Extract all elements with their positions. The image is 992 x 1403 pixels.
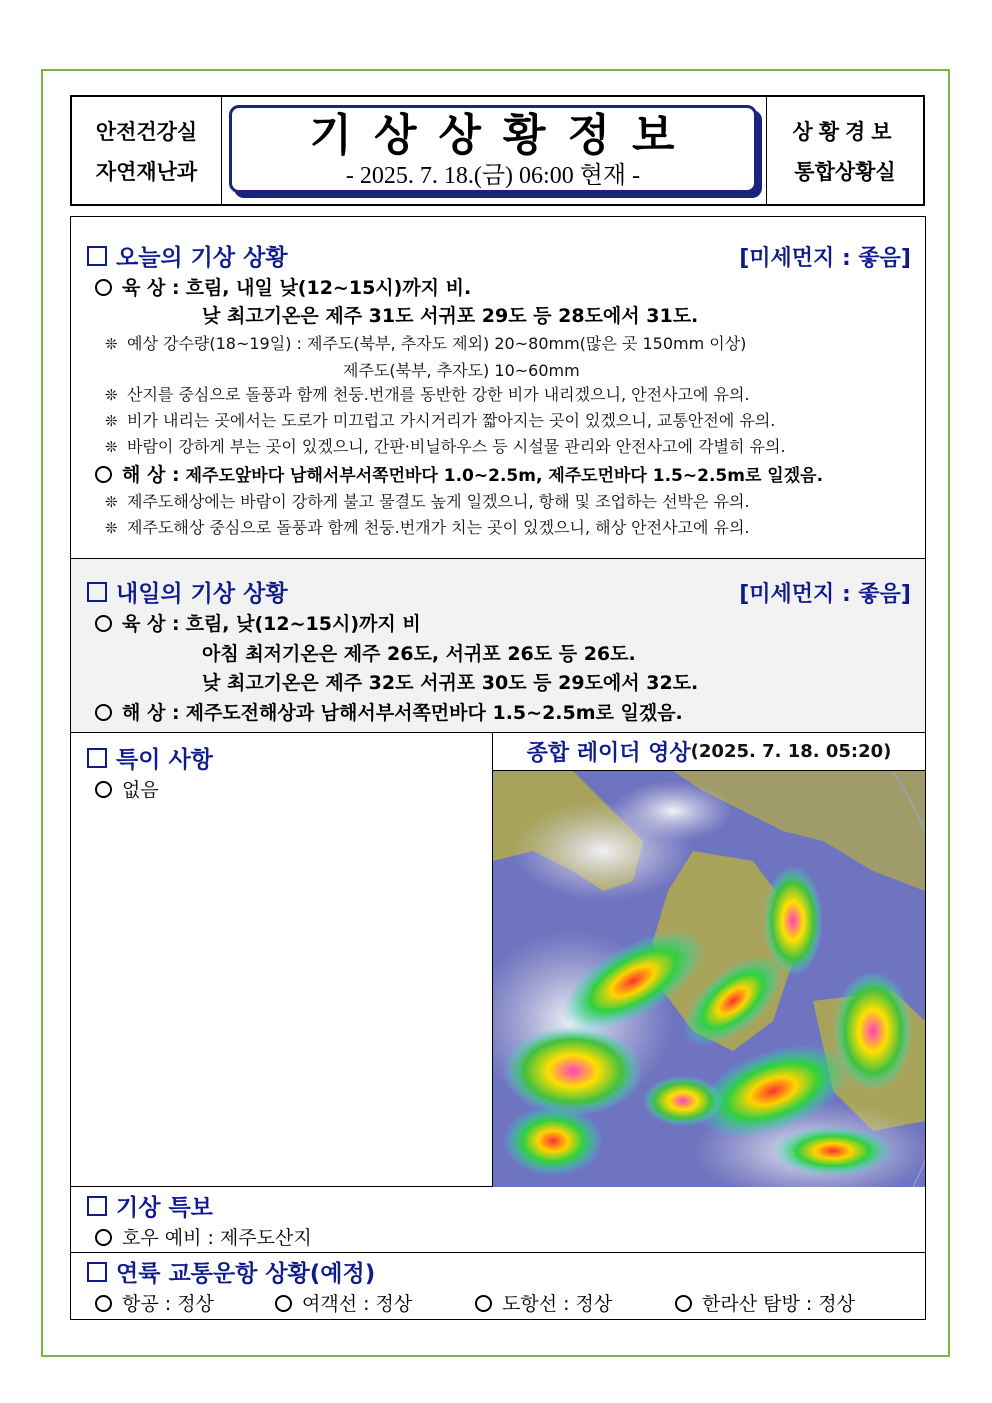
report-date: - 2025. 7. 18.(금) 06:00 현재 - <box>345 163 641 189</box>
today-rain-note1 <box>105 331 746 354</box>
today-title <box>87 239 288 272</box>
department-box <box>72 97 222 204</box>
checkbox-square-icon <box>87 1196 107 1216</box>
radar-section <box>493 733 925 1187</box>
radar-image <box>493 771 925 1187</box>
traffic-title-text: 연륙 교통운항 상황(예정) <box>116 1261 376 1287</box>
tomorrow-land-line3: 낮 최고기온은 제주 32도 서귀포 30도 등 29도에서 32도. <box>202 672 699 694</box>
reference-mark-icon: ❊ <box>105 386 118 404</box>
circle-bullet-icon <box>95 615 112 632</box>
tomorrow-section <box>71 559 925 733</box>
traffic-air-text: 항공 : 정상 <box>122 1293 214 1315</box>
tomorrow-land-label: 육 상 : <box>122 613 180 635</box>
checkbox-square-icon <box>87 246 107 266</box>
tomorrow-title-text: 내일의 기상 상황 <box>116 581 288 607</box>
header <box>70 95 925 206</box>
circle-bullet-icon <box>95 1229 112 1246</box>
special-item-text: 없음 <box>122 779 159 801</box>
today-dust-status: [미세먼지 : 좋음] <box>739 246 911 271</box>
traffic-island-ferry-text: 도항선 : 정상 <box>502 1293 613 1315</box>
main-table <box>70 216 926 1320</box>
circle-bullet-icon <box>95 704 112 721</box>
tomorrow-title <box>87 575 288 608</box>
tomorrow-sea-line: 제주도전해상과 남해서부서쪽먼바다 1.5~2.5m로 일겠음. <box>185 702 683 724</box>
tomorrow-sea-row <box>95 698 683 725</box>
checkbox-square-icon <box>87 582 107 602</box>
warning-title <box>87 1189 213 1222</box>
today-note2 <box>105 408 775 431</box>
today-land-label: 육 상 : <box>122 277 180 299</box>
today-note2-text: 비가 내리는 곳에서는 도로가 미끄럽고 가시거리가 짧아지는 곳이 있겠으니, 교통안전에 유의. <box>127 411 776 430</box>
today-note1 <box>105 382 750 405</box>
warning-item-text: 호우 예비 : 제주도산지 <box>122 1227 312 1249</box>
traffic-section <box>71 1253 925 1319</box>
office-line2: 통합상황실 <box>794 159 896 184</box>
traffic-title <box>87 1255 375 1288</box>
traffic-item-hallasan <box>675 1289 855 1316</box>
tomorrow-sea-label: 해 상 : <box>122 702 180 724</box>
today-title-text: 오늘의 기상 상황 <box>116 245 288 271</box>
circle-bullet-icon <box>475 1295 492 1312</box>
reference-mark-icon: ❊ <box>105 519 118 537</box>
circle-bullet-icon <box>95 1295 112 1312</box>
traffic-hallasan-text: 한라산 탐방 : 정상 <box>702 1293 855 1315</box>
warning-title-text: 기상 특보 <box>116 1195 213 1221</box>
radar-caption <box>493 733 925 771</box>
reference-mark-icon: ❊ <box>105 412 118 430</box>
today-section <box>71 217 925 559</box>
radar-timestamp: (2025. 7. 18. 05:20) <box>690 741 892 762</box>
today-sea-line: 제주도앞바다 남해서부서쪽먼바다 1.0~2.5m, 제주도먼바다 1.5~2.5m로 일겠음. <box>185 466 824 486</box>
special-title <box>87 741 213 774</box>
special-item <box>95 775 159 802</box>
today-rain-note2: 제주도(북부, 추자도) 10~60mm <box>343 361 580 380</box>
traffic-item-island-ferry <box>475 1289 612 1316</box>
tomorrow-land-row <box>95 609 421 636</box>
department-line2: 자연재난과 <box>95 159 198 184</box>
warning-section <box>71 1187 925 1253</box>
page-title: 기상상황정보 <box>309 110 697 161</box>
today-land-row <box>95 273 471 300</box>
radar-title: 종합 레이더 영상 <box>526 741 691 766</box>
today-sea-note1-text: 제주도해상에는 바람이 강하게 불고 물결도 높게 일겠으니, 항해 및 조업하는 선박은 유의. <box>127 492 750 511</box>
today-sea-row <box>95 460 823 487</box>
circle-bullet-icon <box>95 781 112 798</box>
circle-bullet-icon <box>275 1295 292 1312</box>
reference-mark-icon: ❊ <box>105 335 118 353</box>
today-sea-note2 <box>105 515 750 538</box>
traffic-ferry-text: 여객선 : 정상 <box>302 1293 413 1315</box>
department-line1: 안전건강실 <box>95 119 198 144</box>
today-note3-text: 바람이 강하게 부는 곳이 있겠으니, 간판·비닐하우스 등 시설물 관리와 안전사고에 각별히 유의. <box>127 437 786 456</box>
today-sea-note1 <box>105 489 750 512</box>
today-note1-text: 산지를 중심으로 돌풍과 함께 천둥.번개를 동반한 강한 비가 내리겠으니, 안전사고에 유의. <box>127 385 750 404</box>
checkbox-square-icon <box>87 748 107 768</box>
tomorrow-dust-status: [미세먼지 : 좋음] <box>739 582 911 607</box>
traffic-item-ferry <box>275 1289 412 1316</box>
circle-bullet-icon <box>95 466 112 483</box>
checkbox-square-icon <box>87 1262 107 1282</box>
today-sea-note2-text: 제주도해상 중심으로 돌풍과 함께 천둥.번개가 치는 곳이 있겠으니, 해상 안전사고에 유의. <box>127 518 750 537</box>
circle-bullet-icon <box>95 279 112 296</box>
title-box <box>229 105 757 193</box>
office-box <box>766 97 923 204</box>
today-sea-label: 해 상 : <box>122 464 180 486</box>
today-rain-note1-text: 예상 강수량(18~19일) : 제주도(북부, 추자도 제외) 20~80mm(많은 곳 150mm 이상) <box>127 334 747 353</box>
today-land-line1: 흐림, 내일 낮(12~15시)까지 비. <box>185 277 472 299</box>
today-note3 <box>105 434 786 457</box>
traffic-item-air <box>95 1289 214 1316</box>
office-line1: 상황경보 <box>792 119 898 144</box>
reference-mark-icon: ❊ <box>105 438 118 456</box>
special-section <box>71 733 493 1187</box>
today-land-line2: 낮 최고기온은 제주 31도 서귀포 29도 등 28도에서 31도. <box>202 305 699 327</box>
tomorrow-land-line2: 아침 최저기온은 제주 26도, 서귀포 26도 등 26도. <box>202 643 636 665</box>
circle-bullet-icon <box>675 1295 692 1312</box>
warning-item <box>95 1223 312 1250</box>
tomorrow-land-line1: 흐림, 낮(12~15시)까지 비 <box>185 613 421 635</box>
reference-mark-icon: ❊ <box>105 493 118 511</box>
special-title-text: 특이 사항 <box>116 747 213 773</box>
